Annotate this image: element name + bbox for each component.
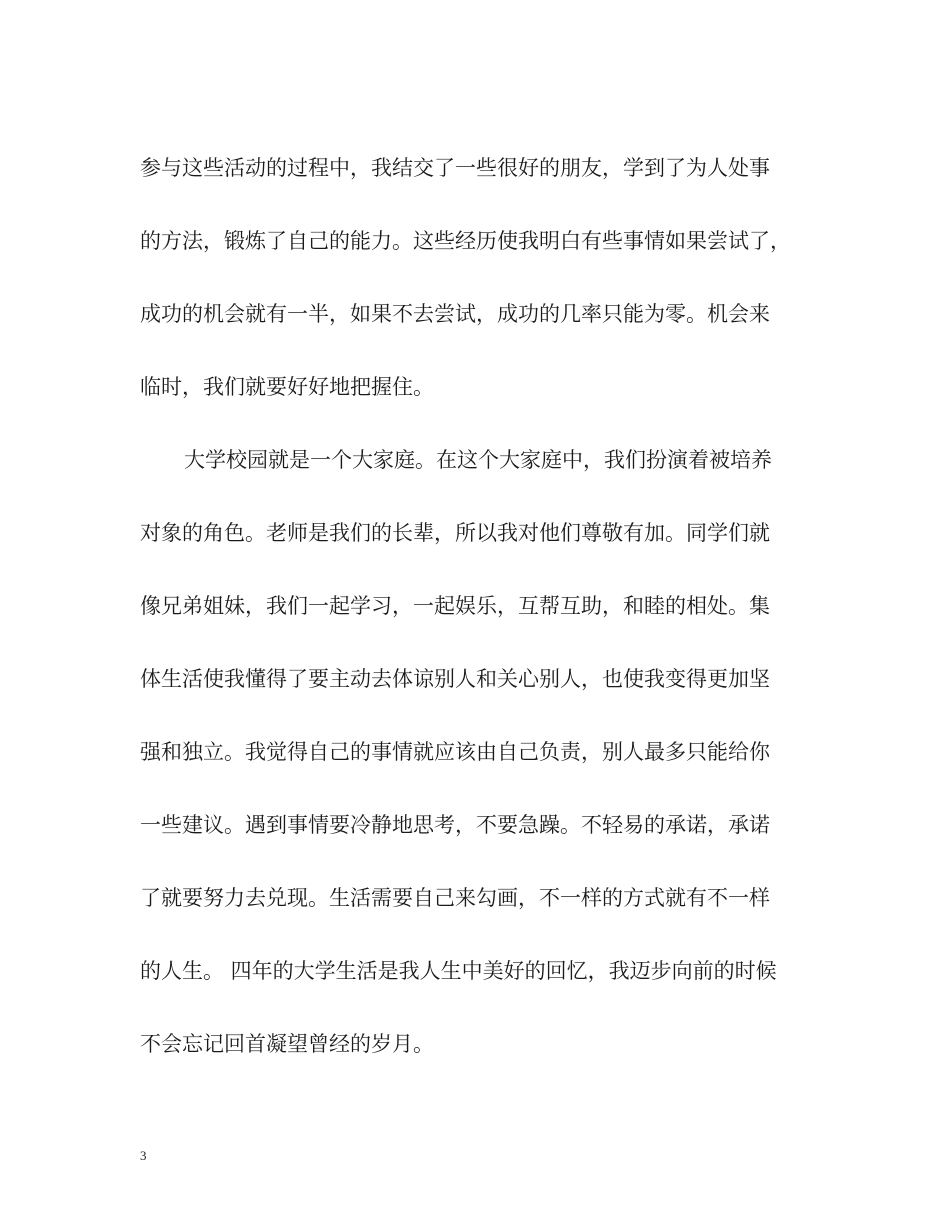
paragraph-first-line: 大学校园就是一个大家庭。在这个大家庭中，我们扮演着被培养 xyxy=(184,448,772,472)
text-line: 像兄弟姐妹，我们一起学习，一起娱乐，互帮互助，和睦的相处。集 xyxy=(140,594,770,618)
text-line: 成功的机会就有一半，如果不去尝试，成功的几率只能为零。机会来 xyxy=(140,302,770,326)
text-line: 体生活使我懂得了要主动去体谅别人和关心别人，也使我变得更加坚 xyxy=(140,667,770,691)
text-line: 对象的角色。老师是我们的长辈，所以我对他们尊敬有加。同学们就 xyxy=(140,521,770,545)
text-line: 的方法，锻炼了自己的能力。这些经历使我明白有些事情如果尝试了， xyxy=(140,229,791,253)
body-text xyxy=(140,132,820,1081)
text-line: 的人生。 四年的大学生活是我人生中美好的回忆，我迈步向前的时候 xyxy=(140,959,777,983)
text-line: 强和独立。我觉得自己的事情就应该由自己负责，别人最多只能给你 xyxy=(140,740,770,764)
page-number: 3 xyxy=(140,1148,147,1163)
text-line: 参与这些活动的过程中，我结交了一些很好的朋友，学到了为人处事 xyxy=(140,156,770,180)
text-line: 不会忘记回首凝望曾经的岁月。 xyxy=(140,1032,434,1056)
text-line: 一些建议。遇到事情要冷静地思考，不要急躁。不轻易的承诺，承诺 xyxy=(140,813,770,837)
text-line: 临时，我们就要好好地把握住。 xyxy=(140,375,434,399)
text-line: 了就要努力去兑现。生活需要自己来勾画，不一样的方式就有不一样 xyxy=(140,886,770,910)
